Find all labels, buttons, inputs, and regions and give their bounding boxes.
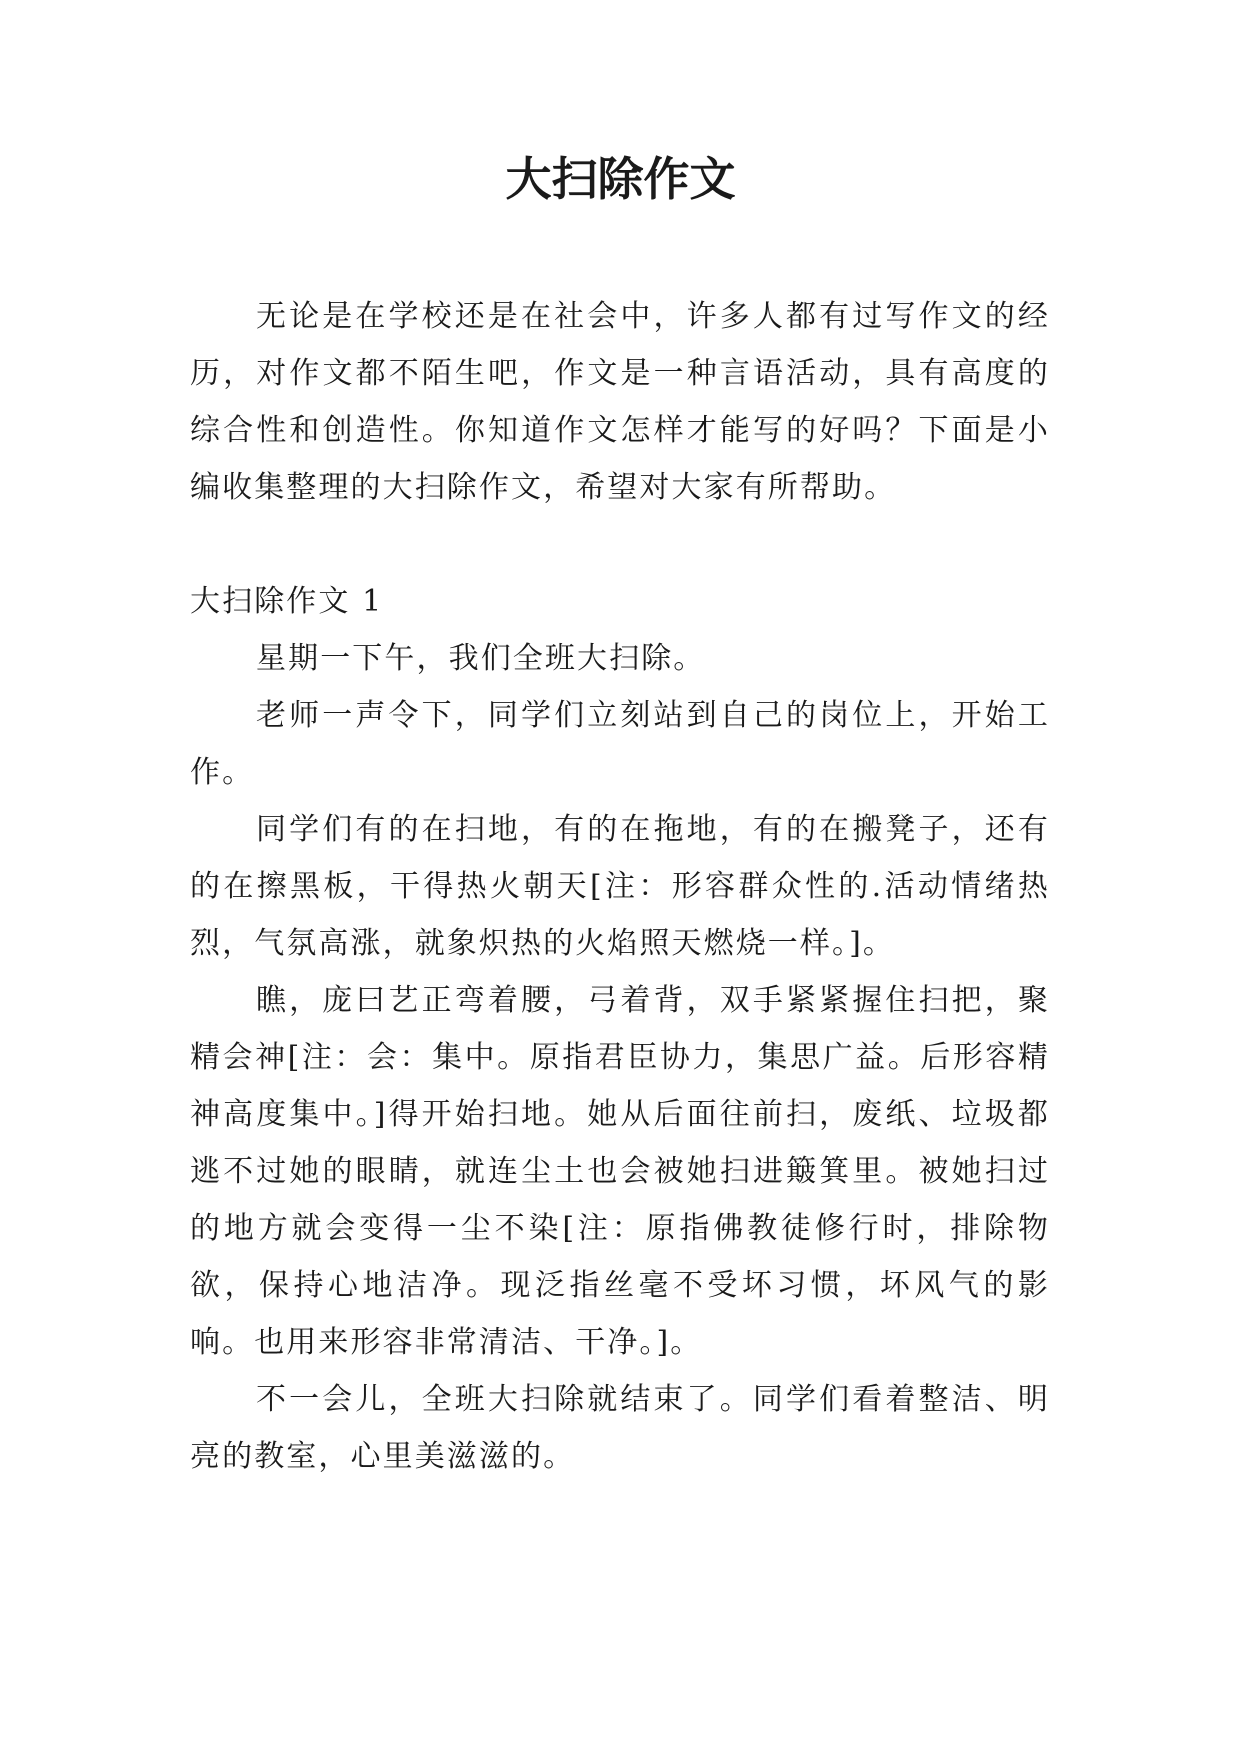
document-title: 大扫除作文: [505, 152, 736, 206]
body-paragraph: 瞧，庞曰艺正弯着腰，弓着背，双手紧紧握住扫把，聚精会神[注：会：集中。原指君臣协力，集思广益。后形容精神高度集中。]得开始扫地。她从后面往前扫，废纸、垃圾都逃不过她的眼睛，就连尘土也会被她扫进簸箕里。被她扫过的地方就会变得一尘不染[注：原指佛教徒修行时，排除物欲，保持心地洁净。现泛指丝毫不受坏习惯，坏风气的影响。也用来形容非常清洁、干净。]。: [190, 983, 1050, 1360]
body-paragraph: 星期一下午，我们全班大扫除。: [256, 641, 706, 676]
intro-paragraph: 无论是在学校还是在社会中，许多人都有过写作文的经历，对作文都不陌生吧，作文是一种言语活动，具有高度的综合性和创造性。你知道作文怎样才能写的好吗？下面是小编收集整理的大扫除作文，希望对大家有所帮助。: [190, 299, 1050, 505]
body-paragraph: 不一会儿，全班大扫除就结束了。同学们看着整洁、明亮的教室，心里美滋滋的。: [190, 1382, 1050, 1474]
document-body: [190, 288, 1050, 1485]
body-paragraph: 老师一声令下，同学们立刻站到自己的岗位上，开始工作。: [190, 698, 1050, 790]
section-heading: 大扫除作文 1: [190, 584, 384, 619]
body-paragraph: 同学们有的在扫地，有的在拖地，有的在搬凳子，还有的在擦黑板，干得热火朝天[注：形容群众性的.活动情绪热烈，气氛高涨，就象炽热的火焰照天燃烧一样。]。: [190, 812, 1050, 961]
